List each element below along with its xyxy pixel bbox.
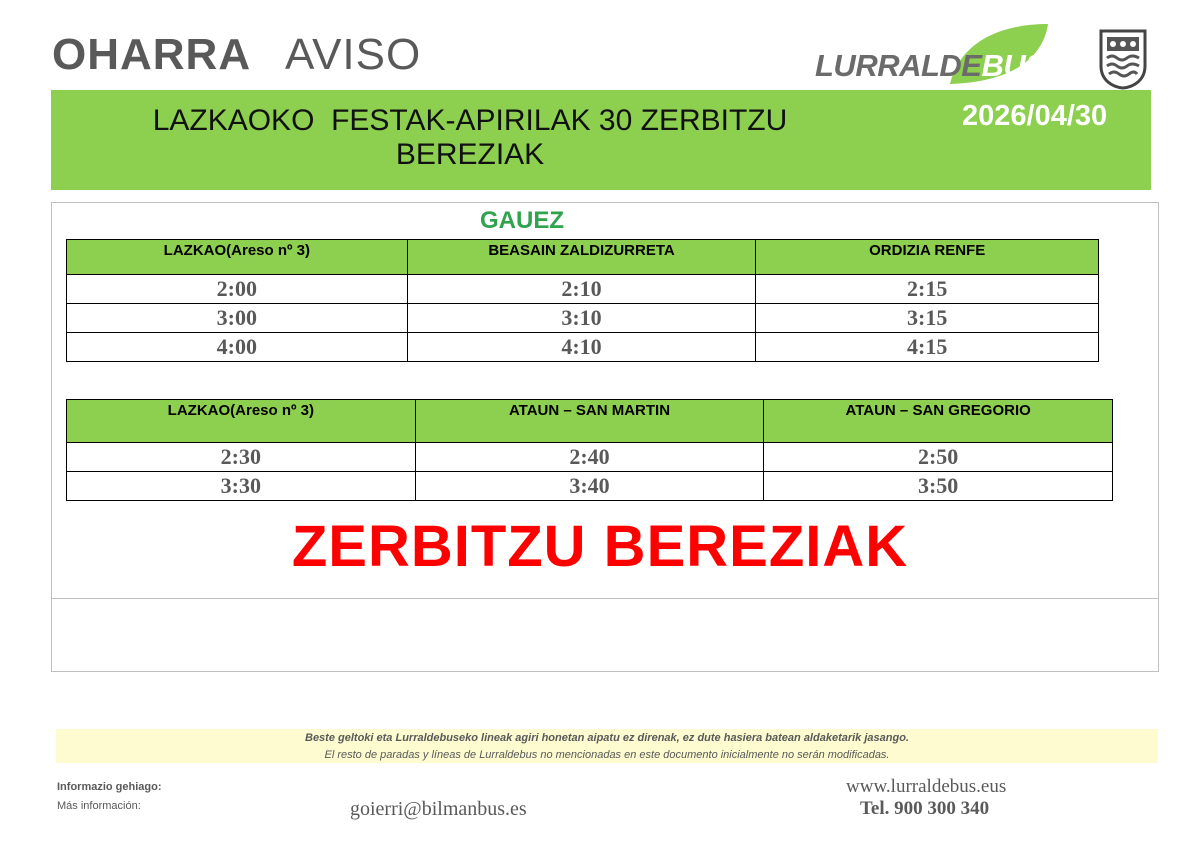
logo-text-accent: BUS	[981, 48, 1046, 83]
time-cell: 3:30	[67, 472, 416, 501]
contact-email[interactable]: goierri@bilmanbus.es	[350, 798, 527, 820]
table-row	[67, 275, 1099, 304]
time-cell: 3:50	[764, 472, 1113, 501]
column-header: ORDIZIA RENFE	[756, 240, 1099, 275]
panel-divider	[51, 598, 1159, 599]
time-cell: 3:10	[407, 304, 756, 333]
more-info-label-eu: Informazio gehiago:	[57, 781, 162, 793]
time-cell: 4:00	[67, 333, 408, 362]
notice-box	[56, 729, 1158, 763]
table-row	[67, 333, 1099, 362]
banner-title	[60, 104, 880, 172]
time-cell: 2:30	[67, 443, 416, 472]
time-cell: 3:15	[756, 304, 1099, 333]
schedule-table-2	[66, 399, 1113, 501]
column-header: ATAUN – SAN GREGORIO	[764, 400, 1113, 443]
more-info-label-es: Más información:	[57, 800, 141, 812]
time-cell: 3:40	[415, 472, 764, 501]
title-oharra: OHARRA	[52, 30, 252, 79]
logo-wordmark	[815, 48, 1045, 84]
logo-text-main: LURRALDE	[815, 48, 982, 83]
column-header: LAZKAO(Areso nº 3)	[67, 240, 408, 275]
column-header: BEASAIN ZALDIZURRETA	[407, 240, 756, 275]
table-row	[67, 472, 1113, 501]
banner-title-line2: BEREZIAK	[395, 138, 545, 171]
time-cell: 2:15	[756, 275, 1099, 304]
time-cell: 2:50	[764, 443, 1113, 472]
table-row	[67, 443, 1113, 472]
table-header-row	[67, 240, 1099, 275]
table-header-row	[67, 400, 1113, 443]
banner-date: 2026/04/30	[962, 100, 1108, 132]
section-label: GAUEZ	[480, 207, 564, 234]
special-services-heading: ZERBITZU BEREZIAK	[291, 514, 909, 579]
title-aviso: AVISO	[285, 30, 422, 79]
banner-title-line1: LAZKAOKO FESTAK-APIRILAK 30 ZERBITZU	[152, 104, 788, 137]
time-cell: 4:15	[756, 333, 1099, 362]
time-cell: 2:00	[67, 275, 408, 304]
lurraldebus-logo	[815, 22, 1060, 86]
column-header: LAZKAO(Areso nº 3)	[67, 400, 416, 443]
gipuzkoa-shield-icon	[1098, 28, 1148, 90]
time-cell: 2:10	[407, 275, 756, 304]
column-header: ATAUN – SAN MARTIN	[415, 400, 764, 443]
time-cell: 4:10	[407, 333, 756, 362]
table-row	[67, 304, 1099, 333]
phone-number[interactable]: Tel. 900 300 340	[860, 798, 990, 819]
time-cell: 2:40	[415, 443, 764, 472]
notice-line-eu: Beste geltoki eta Lurraldebuseko lineak agiri honetan aipatu ez direnak, ez dute hasiera batean aldaketarik jasango.	[305, 732, 909, 744]
notice-line-es: El resto de paradas y líneas de Lurraldebus no mencionadas en este documento inicialmente no serán modificadas.	[324, 749, 890, 761]
schedule-table-1	[66, 239, 1099, 362]
time-cell: 3:00	[67, 304, 408, 333]
website-link[interactable]: www.lurraldebus.eus	[846, 776, 1007, 797]
